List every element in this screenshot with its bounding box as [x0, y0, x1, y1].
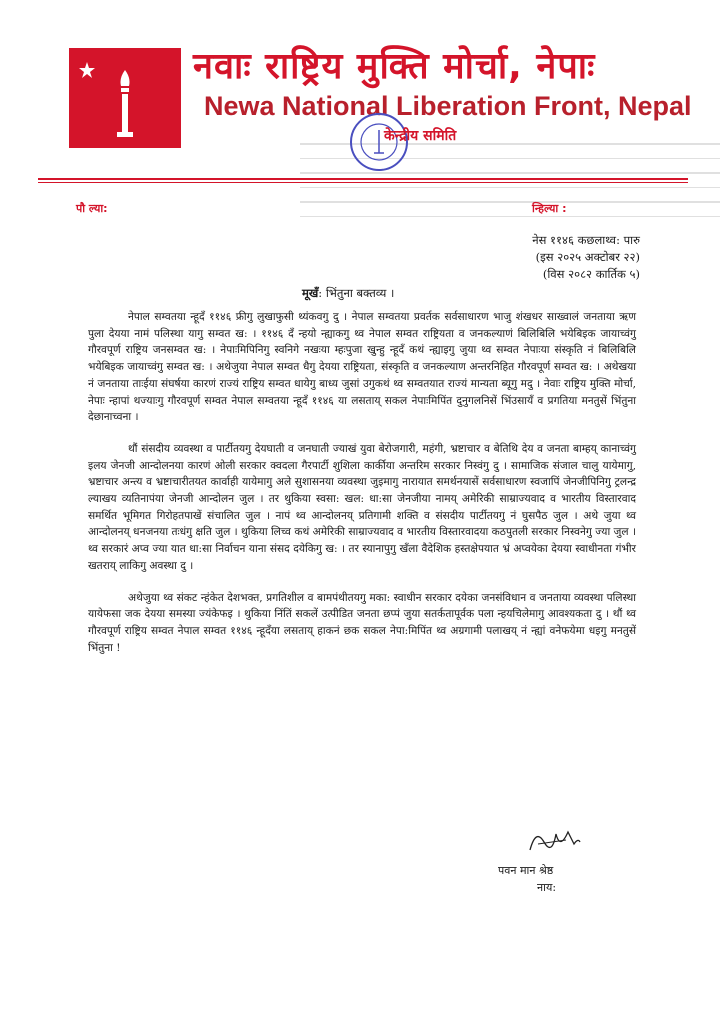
- body-paragraph: नेपाल सम्वतया न्हूदँ ११४६ फ्रीगु लुखाफुसी थ्यंकवगु दु । नेपाल सम्वतया प्रवर्तक सर्वसाधारण भाजु शंखधर साख्वालं जनताया ऋण पुला देयया नामं पलिस्था यागु सम्वत ख: । ११४६ दँ न्हयो न्ह्याकगु थ्व नेपाल सम्वत राष्ट्रियता व जनकल्याणं बिलिबिलि भयेबिइक जायाच्वंगु गौरवपूर्ण राष्ट्रिय जनसम्वत ख: । नेपाःमिपिनिगु स्वनिगे नखःया म्हःपुजा खुन्हु न्हूदँ कथं न्ह्याइगु जुया थ्व सम्वत नेपाःया संस्कृति नं बिलिबिलि भयेबिइक जायाच्वंगु सम्वत ख: । अथेजुया नेपाल सम्वत धैगु देयया राष्ट्रियता, संस्कृति व जनकल्याण अन्तरनिहित गौरवपूर्ण सम्वत ख: । अथेखया नं जनताया ताःईया संघर्षया कारणं राज्यं राष्ट्रिय सम्वत धायेगु बाध्य जुसां उगुकथं थ्व सम्वतयात राज्यं मान्यता ब्यूगु मदु । नेवाः राष्ट्रिय मुक्ति मोर्चा, नेपाः न्हापां थज्याःगु गौरवपूर्ण सम्वत नेपाल सम्वतया न्हूदँ ११४६ या लसताय् सकल नेपाःमिपिंत दुनुगलनिसें भिंउसायँ व प्रगतिया मनतुसें भिंतुना देछानाच्वना ।: [88, 311, 636, 424]
- organization-title-nepal-bhasa: नवाः राष्ट्रिय मुक्ति मोर्चा, नेपाः: [193, 46, 596, 87]
- flag-emblem-icon: [69, 48, 181, 148]
- organization-title-english: Newa National Liberation Front, Nepal: [204, 91, 692, 121]
- body-paragraph: अथेजुया थ्व संकट न्हंकेत देशभक्त, प्रगतिशील व बामपंथीतयगु मका: स्वाधीन सरकार दयेका जनसंविधान व जनताया व्यवस्था पलिस्था यायेफसा जक देयया समस्या ज्यंकेफइ । थुकिया निंतिं सकलें उत्पीडित जनता छप्पं जुया सतर्कतापूर्वक पला न्हयचिलेमागु आवश्यकता दु । थौं थ्व गौरवपूर्ण राष्ट्रिय सम्वत नेपाल सम्वत ११४६ न्हूदँया लसताय् हाकनं छक सकल नेपा:मिपिंत थ्व अग्रगामी पलाखय् नं न्ह्यां वनेफयेमा धइगु मनतुसें भिंतुना !: [88, 591, 636, 654]
- handwritten-signature: [524, 820, 584, 860]
- reference-number-label: पौ ल्या:: [76, 202, 108, 215]
- letterhead-divider: [38, 178, 688, 180]
- date-ad: (इस २०२५ अक्टोबर २२): [535, 250, 640, 264]
- party-flag-logo: [69, 48, 181, 148]
- date-bs: (विस २०८२ कार्तिक ५): [542, 267, 640, 281]
- signatory-title: नाय:: [537, 881, 557, 894]
- date-nepal-sambat: नेस ११४६ कछलाथ्व: पारु: [532, 233, 640, 247]
- date-block: [532, 232, 640, 283]
- letterhead-divider-thin: [38, 182, 688, 183]
- date-label: न्हिल्या :: [532, 202, 567, 215]
- letter-body: [88, 309, 636, 671]
- body-paragraph: थौं संसदीय व्यवस्था व पार्टीतयगु देयघाती व जनघाती ज्याखं युवा बेरोजगारी, महंगी, भ्रष्टाचार व बेतिथि देय व जनता बाम्हय् कानाच्वंगु इलय जेनजी आन्दोलनया कारणं ओली सरकार क्वदला गैरपार्टी शुशिला कार्कीया अन्तरिम सरकार निस्वंगु दु । सामाजिक संजाल चालु यायेमागु, भ्रष्टाचार अन्त्य व भ्रष्टाचारीतयत कार्वाही यायेमागु अले सुशासनया व्यवस्था जुइमागु नारायात समर्थनयासें सर्वसाधारण स्वजापिं जेनजीपिनिगु ट्रलन्द्र ल्याखय व्यतिनापंया जेनजी आन्दोलन जुल । तर थुकिया स्वसा: खल: धा:सा जेनजीया नामय् अमेरिकी साम्राज्यवाद व भारतीय विस्तारवाद समर्थित भूमिगत गिरोहतपाखें संचालित जुल । नापं थ्व आन्दोलनय् प्रतिगामी शक्ति व संसदीय पार्टीतयगु नं घुसपैठ जुल । अथे जुया थ्व आन्दोलनय् धनजनया तःधंगु क्षति जुल । थुकिया लिच्व कथं अमेरिकी साम्राज्यवाद व भारतीय विस्तारवादया कठपुतली सरकार निस्वनेगु ज्या जुल । थ्व सरकारं अप्व ज्या यात धा:सा निर्वाचन याना संसद दयेकिगु ख: । तर स्यानापुगु खँला वैदेशिक हस्तक्षेपयात भ्रं अप्वयेका देयया स्वाधीनता गंभीर खतराय् लाकिगु अवस्था दु ।: [88, 442, 636, 572]
- subject-label: मूखँ: [302, 286, 319, 300]
- committee-label: केन्द्रीय समिति: [384, 128, 457, 144]
- subject-line: [302, 286, 394, 301]
- signatory-name: पवन मान श्रेष्ठ: [498, 864, 554, 877]
- subject-text: : भिंतुना बक्तव्य ।: [318, 286, 395, 300]
